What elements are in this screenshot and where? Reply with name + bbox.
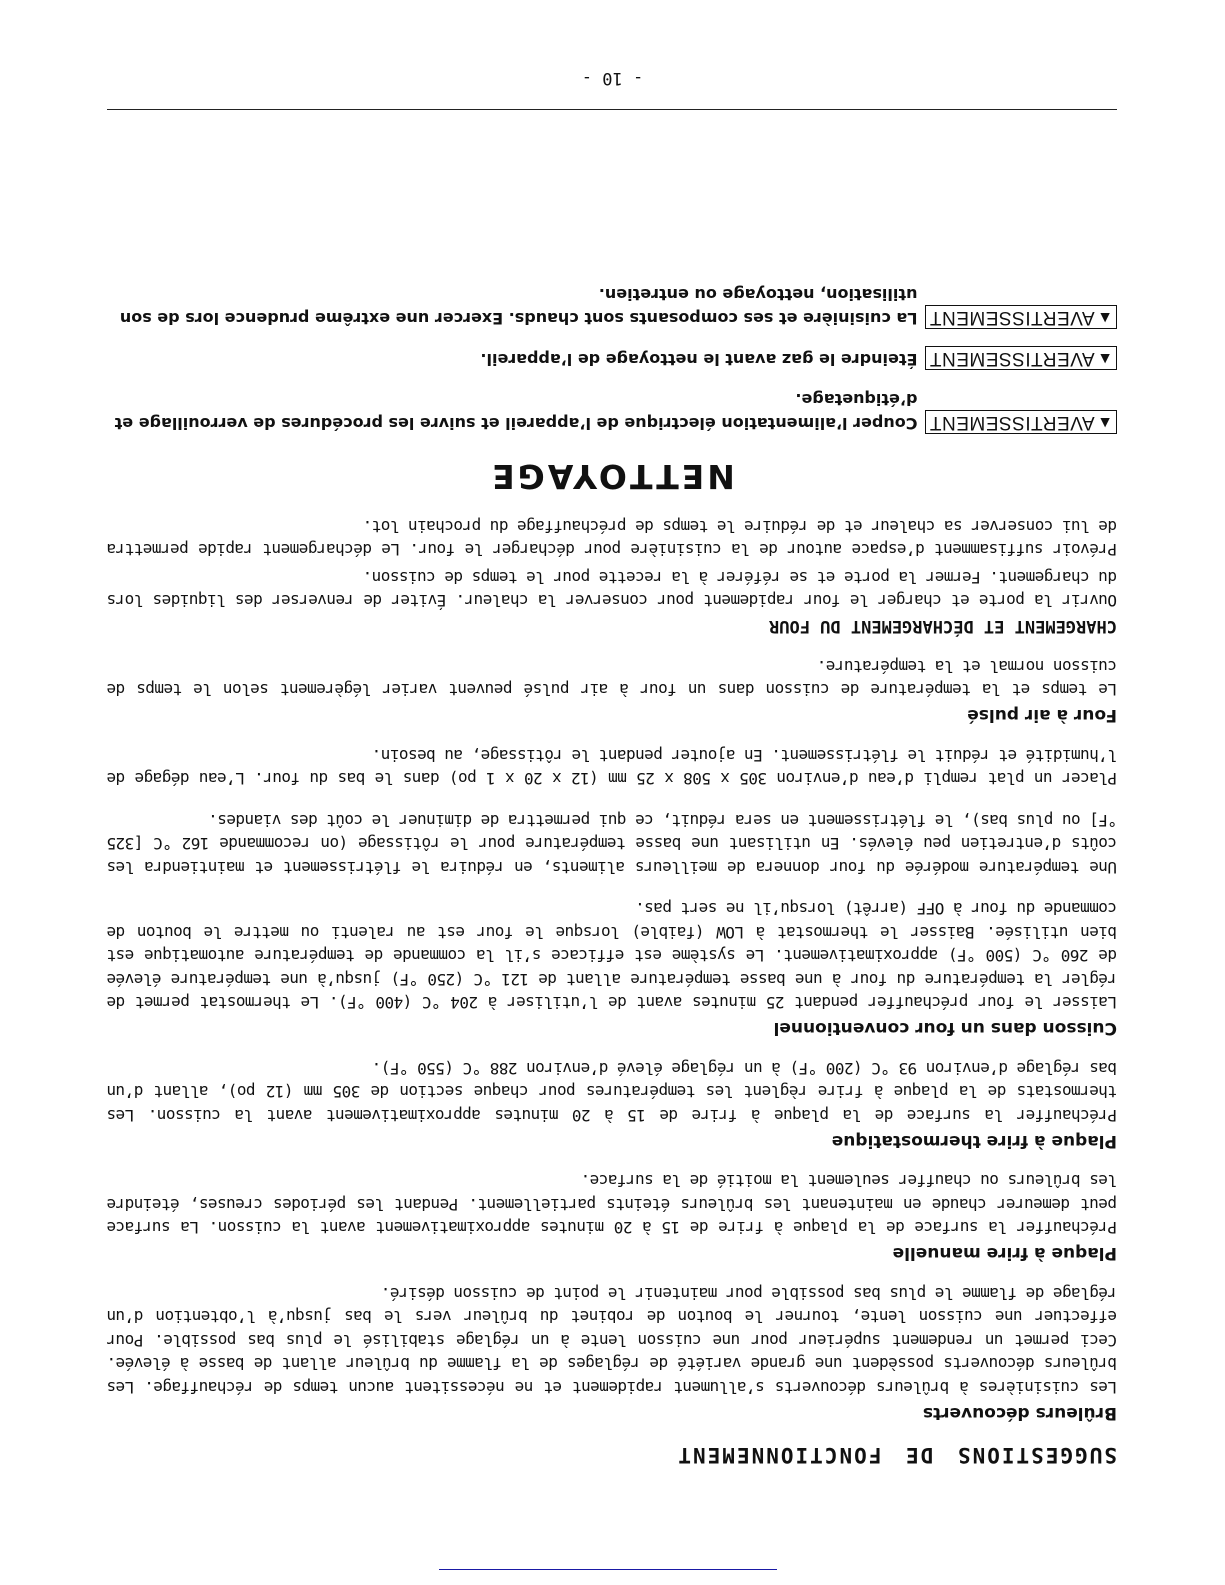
section-paragraph: Placer un plat rempli d’eau d’environ 305 x 508 x 25 mm (12 x 20 x 1 po) dans le bas du four. L’eau dégage de l’humidité et réduit le flétrissement. En ajouter pendant le rôtissage, au besoin. [107, 746, 1117, 789]
warning-block [107, 283, 1117, 331]
section-thermostatic-griddle [107, 1057, 1117, 1152]
warning-triangle-icon: ▲ [1096, 309, 1113, 327]
section-heading: Four à air pulsé [967, 705, 1117, 726]
section-heading: Cuisson dans un four conventionnel [773, 1018, 1117, 1039]
warning-block [107, 347, 1117, 372]
section-conventional-oven [107, 744, 1117, 1039]
section-text: Le temps et la température de cuisson dans un four à air pulsé peuvent varier légèrement selon le temps de cuisson normal et la température. [107, 657, 1117, 700]
link-underline[interactable] [439, 1569, 777, 1570]
warning-label-box [925, 411, 1117, 435]
warning-text: La cuisinière et ses composants sont chauds. Exercer une extrême prudence lors de son utilisation, nettoyage ou entretien. [119, 285, 918, 329]
section-manual-griddle [107, 1169, 1117, 1264]
section-heading: Plaque à frire thermostatique [831, 1131, 1117, 1151]
warning-label: AVERTISSEMENT [929, 307, 1095, 329]
page-number: - 10 - [581, 68, 644, 88]
section-text: Les cuisinières à brûleurs découverts s’allument rapidement et ne nécessitent aucun temps de réchauffage. Les brûleurs découverts possèdent une grande variété de réglages de la flamme du brûleur allant de basse à élevée. Ceci permet un rendement supérieur pour une cuisson lente à un réglage stabilisé le plus bas possible. Pour effectuer une cuisson lente, tourner le bouton de robinet du brûleur vers le bas jusqu’à l’obtention d’un réglage de flamme le plus bas possible pour maintenir le point de cuisson désiré. [107, 1284, 1117, 1397]
section-loading-unloading [107, 515, 1117, 637]
section-text: Préchauffer la surface de la plaque à frire de 15 à 20 minutes approximativement avant la cuisson. La surface peut demeurer chaude en maintenant les brûleurs éteints partiellement. Pendant les périodes creuses, éteindre les brûleurs ou chauffer seulement la moitié de la surface. [107, 1171, 1117, 1238]
footer-divider [107, 109, 1117, 110]
cleaning-title: NETTOYAGE [489, 457, 735, 497]
warning-label: AVERTISSEMENT [929, 412, 1095, 434]
warning-text: Couper l’alimentation électrique de l’appareil et suivre les procédures de verrouillage et d’étiquetage. [114, 390, 918, 434]
warning-triangle-icon: ▲ [1096, 350, 1113, 368]
section-paragraph: Laisser le four préchauffer pendant 25 minutes avant de l’utiliser à 204 °C (400 °F). Le thermostat permet de régler la température du four à une basse température allant de 121 °C (250 °F) jusqu’à une température élevée de 260 °C (500 °F) approximativement. Le système est efficace s’il la commande de température automatique est bien utilisée. Baisser le thermostat à LOW (faible) lorsque le four est au ralenti ou mettre le bouton de commande du four à OFF (arrêt) lorsqu’il ne sert pas. [107, 899, 1117, 1013]
warning-block [107, 388, 1117, 436]
section-open-burners [107, 1282, 1117, 1424]
warning-triangle-icon: ▲ [1096, 414, 1113, 432]
section-paragraph: Ouvrir la porte et charger le four rapidement pour conserver la chaleur. Éviter de renverser des liquides lors du chargement. Fermer la porte et se référer à la recette pour le temps de cuisson. [107, 568, 1117, 611]
warning-label: AVERTISSEMENT [929, 348, 1095, 370]
section-paragraph: Prévoir suffisamment d’espace autour de la cuisinière pour décharger le four. Le déchargement rapide permettra de lui conserver sa chaleur et de réduire le temps de préchauffage du prochain lot. [107, 517, 1117, 560]
warning-label-box [925, 306, 1117, 330]
warning-label-box [925, 347, 1117, 371]
section-heading: Plaque à frire manuelle [892, 1243, 1117, 1264]
warning-text: Éteindre le gaz avant le nettoyage de l’appareil. [480, 350, 918, 370]
section-text: Préchauffer la surface de la plaque à frire de 15 à 20 minutes approximativement avant la cuisson. Les thermostats de la plaque à frire règlent les températures pour chaque section de 305 mm (12 po), allant d’un bas réglage d’environ 93 °C (200 °F) à un réglage élevé d’environ 288 °C (550 °F). [107, 1059, 1117, 1125]
section-heading: Brûleurs découverts [922, 1403, 1117, 1423]
section-heading: CHARGEMENT ET DÉCHARGEMENT DU FOUR [769, 616, 1117, 637]
page-title: SUGGESTIONS DE FONCTIONNEMENT [676, 1443, 1117, 1467]
document-content [107, 267, 1117, 1468]
section-convection-oven [107, 655, 1117, 726]
section-paragraph: Une température modérée du four donnera de meilleurs aliments, en réduira le flétrissement et maintiendra les coûts d’entretien peu élevés. En utilisant une basse température pour le rôtissage (on recommande 162 °C [325 °F] ou plus bas), le flétrissement en sera réduit, ce qui permettra de diminuer le coût des viandes. [107, 811, 1117, 877]
